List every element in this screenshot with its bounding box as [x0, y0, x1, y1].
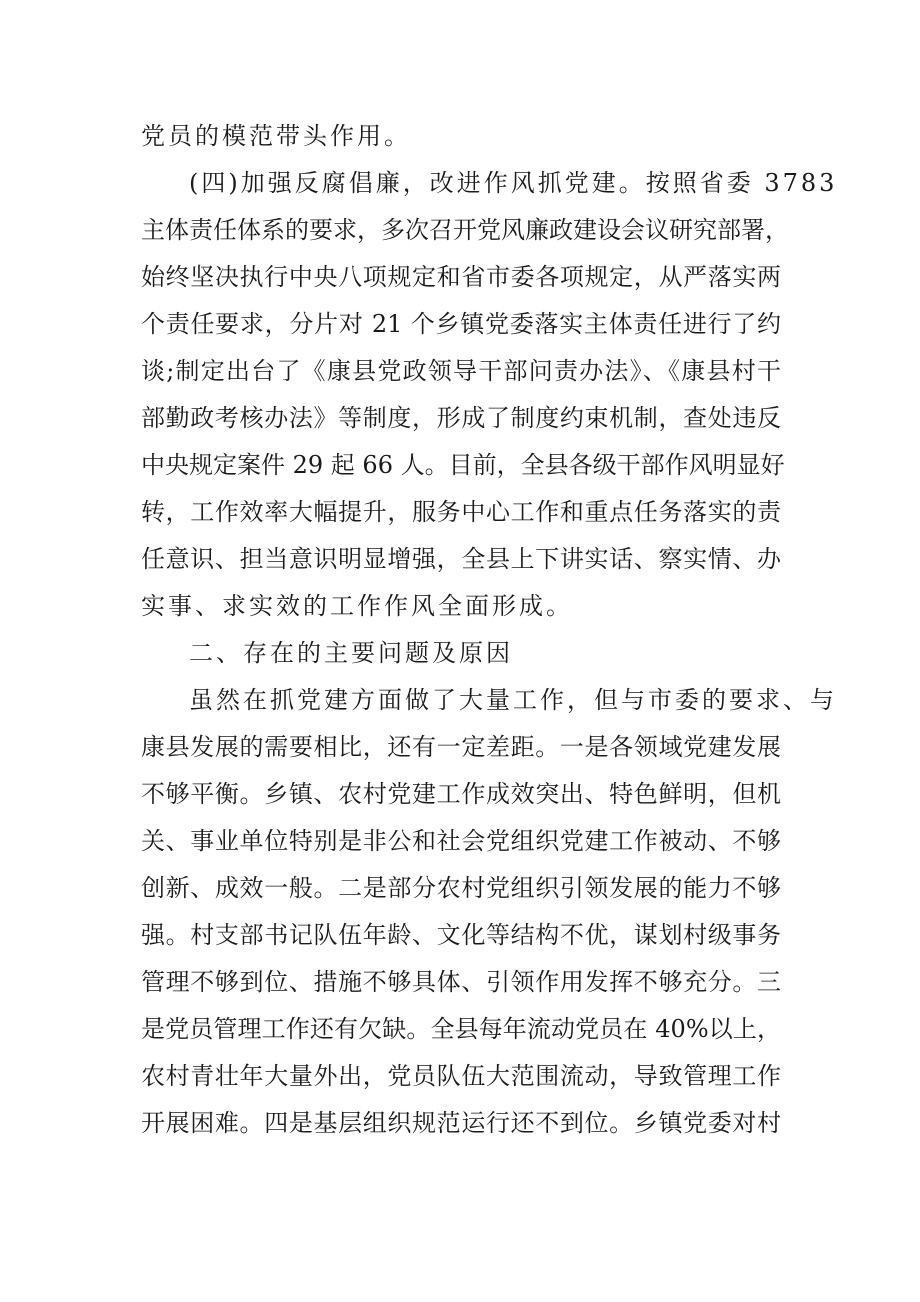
text-line: 管理不够到位、措施不够具体、引领作用发挥不够充分。三 — [141, 968, 781, 996]
text-line: 党员的模范带头作用。 — [141, 122, 411, 150]
section-heading: 二、存在的主要问题及原因 — [189, 639, 513, 667]
text-line: 部勤政考核办法》等制度，形成了制度约束机制，查处违反 — [141, 404, 781, 432]
text-line: 是党员管理工作还有欠缺。全县每年流动党员在 40%以上， — [141, 1015, 781, 1043]
text-line: 强。村支部书记队伍年龄、文化等结构不优，谋划村级事务 — [141, 921, 781, 949]
paragraph-first-line: 虽然在抓党建方面做了大量工作，但与市委的要求、与 — [189, 686, 837, 714]
paragraph-heading-line: (四)加强反腐倡廉，改进作风抓党建。按照省委 3783 — [189, 169, 838, 197]
text-line: 不够平衡。乡镇、农村党建工作成效突出、特色鲜明，但机 — [141, 780, 781, 808]
text-line: 创新、成效一般。二是部分农村党组织引领发展的能力不够 — [141, 874, 781, 902]
text-line: 转，工作效率大幅提升，服务中心工作和重点任务落实的责 — [141, 498, 781, 526]
text-line: 中央规定案件 29 起 66 人。目前，全县各级干部作风明显好 — [141, 451, 785, 479]
text-line: 实事、求实效的工作作风全面形成。 — [141, 592, 573, 620]
text-line: 康县发展的需要相比，还有一定差距。一是各领域党建发展 — [141, 733, 781, 761]
text-line: 农村青壮年大量外出，党员队伍大范围流动，导致管理工作 — [141, 1062, 781, 1090]
document-body — [141, 113, 838, 1147]
text-line: 任意识、担当意识明显增强，全县上下讲实话、察实情、办 — [141, 545, 781, 573]
text-line: 主体责任体系的要求，多次召开党风廉政建设会议研究部署， — [141, 216, 789, 244]
text-line: 个责任要求，分片对 21 个乡镇党委落实主体责任进行了约 — [141, 310, 781, 338]
text-line: 始终坚决执行中央八项规定和省市委各项规定，从严落实两 — [141, 263, 781, 291]
text-line: 开展困难。四是基层组织规范运行还不到位。乡镇党委对村 — [141, 1109, 781, 1137]
text-line: 谈;制定出台了《康县党政领导干部问责办法》、《康县村干 — [141, 357, 781, 385]
text-line: 关、事业单位特别是非公和社会党组织党建工作被动、不够 — [141, 827, 781, 855]
